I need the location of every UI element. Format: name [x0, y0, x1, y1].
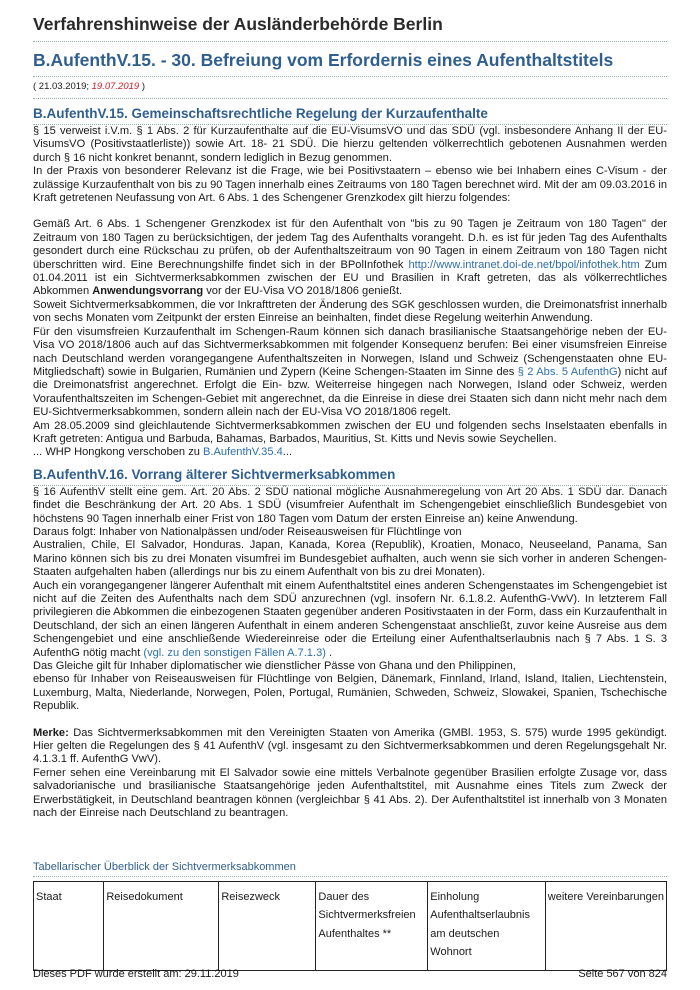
table-caption: Tabellarischer Überblick der Sichtvermerksabkommen [33, 861, 667, 877]
text-run: ... [282, 446, 293, 459]
col-header-reisezweck: Reisezweck [219, 881, 316, 970]
paragraph: Ferner sehen eine Vereinbarung mit El Salvador sowie eine mittels Verbalnote gegenüber Brasilien erfolgte Zusage vor, dass salvadorianische und brasilianische Staatsangehörige jeden Aufenthaltstitel, mit Ausnahme eines Titels zum Zweck der Erwerbstätigkeit, in Deutschland beantragen können (vergleichbar § 41 Abs. 2). Der Aufenthaltstitel ist innerhalb von 3 Monaten nach der Einreise nach Deutschland zu beantragen. [33, 766, 667, 820]
table-header-row [34, 881, 667, 970]
footer-created-date: Dieses PDF wurde erstellt am: 29.11.2019 [33, 968, 239, 980]
text-run: Gemäß Art. 6 Abs. 1 Schengener Grenzkodex ist für den Aufenthalt von "bis zu 90 Tagen je Zeitraum von 180 Tagen" der Zeitraum von 180 Tagen zu berücksichtigen, der jedem Tag des Aufenthalts vorangeht. D.h. es ist für jeden Tag des Aufenthalts gesondert durch eine Rückschau zu prüfen, ob der Aufenthaltszeitraum von 90 Tagen in einem Zeitraum von 180 Tagen nicht überschritten wird. Eine Berechnungshilfe findet sich in der BPolInfothek [33, 218, 667, 271]
header-line: Aufenthaltes ** [318, 927, 392, 940]
spacer [33, 714, 667, 727]
paragraph: Daraus folgt: Inhaber von Nationalpässen und/oder Reiseausweisen für Flüchtlinge von [33, 525, 462, 538]
document-page [33, 10, 667, 971]
col-header-staat: Staat [34, 881, 104, 970]
section-title: B.AufenthV.15. - 30. Befreiung vom Erfordernis eines Aufenthaltstitels [33, 42, 667, 77]
agreements-table [33, 881, 667, 971]
paragraph [33, 326, 667, 420]
text-run: Das Sichtvermerksabkommen mit den Vereinigten Staaten von Amerika (GMBl. 1953, S. 575) wurde 1995 gekündigt. Hier gelten die Regelungen des § 41 AufenthV (vgl. insgesamt zu den Sichtvermerksabkommen und deren Regelungsgehalt Nr. 4.1.3.1 ff. AufenthG VwV). [33, 726, 667, 766]
bold-text: Anwendungsvorrang [92, 285, 204, 298]
paragraph: Am 28.05.2009 sind gleichlautende Sichtvermerksabkommen zwischen der EU und folgenden sechs Inselstaaten ebenfalls in Kraft getreten: Antigua und Barbuda, Bahamas, Barbados, Mauritius, St. Kitts und Nevis sowie Seychellen. [33, 419, 667, 445]
text-run: Zum 01.04.2011 ist ein Sichtvermerksabkommen zwischen der EU und Brasilien in Kraft getreten, das als völkerrechtliches Abkommen [33, 258, 667, 298]
paragraph: Australien, Chile, El Salvador, Honduras. Japan, Kanada, Korea (Republik), Kroatien, Monaco, Neuseeland, Panama, San Marino können sich bis zu drei Monaten visumfrei im Bundesgebiet aufhalten, auch wenn sie sich vorher in anderen Schengen-Staaten aufgehalten haben (allerdings nur bis zu einem Aufenthalt von bis zu drei Monaten). [33, 539, 667, 579]
merke-label: Merke: [33, 726, 69, 739]
document-title: Verfahrenshinweise der Ausländerbehörde Berlin [33, 10, 667, 42]
merke-paragraph [33, 727, 667, 767]
text-run: Auch ein vorangegangener längerer Aufenthalt mit einem Aufenthaltstitel eines anderen Schengenstaates im Schengengebiet ist nicht auf die Zeiten des Aufenthalts nach dem SDÜ anzurechnen (vgl. insofern Nr. 6.1.8.2. AufenthG-VwV). In letzterem Fall privilegieren die Abkommen die einbezogenen Staaten gegenüber anderen Positivstaaten in der Form, dass ein Kurzaufenthalt in Deutschland, der sich an einen längeren Aufenthalt in einem anderen Schengenstaat anschließt, zuvor keine Ausreise aus dem Schengengebiet und eine anschließende Wiedereinreise oder die Erteilung einer Aufenthaltserlaubnis nach § 7 Abs. 1 S. 3 AufenthG nötig macht [33, 579, 667, 659]
date-meta [33, 77, 667, 99]
text-run: . [325, 646, 333, 659]
col-header-reisedokument: Reisedokument [104, 881, 219, 970]
paragraph: § 15 verweist i.V.m. § 1 Abs. 2 für Kurzaufenthalte auf die EU-VisumsVO und das SDÜ (vgl. insbesondere Anhang II der EU-VisumsVO (Positivstaatlerliste)) sowie Art. 18- 21 SDÜ. Die hierzu geltenden völkerrechtlich gebotenen Ausnahmen werden durch § 16 nicht konkret benannt, sondern lediglich in Bezug genommen. [33, 125, 667, 164]
meta-open: ( 21.03.2019; [33, 81, 92, 92]
text-run: Für den visumsfreien Kurzaufenthalt im Schengen-Raum können sich danach brasilianische Staatsangehörige neben der EU-Visa VO 2018/1806 auch auf das Sichtvermerksabkommen mit folgender Konsequenz berufen: Bei einer visumsfreien Einreise nach Deutschland werden vorangegangene Aufenthaltszeiten in Norwegen, Island und Schweiz (Schengenstaaten ohne EU-Mitgliedschaft) sowie in Bulgarien, Rumänien und Zypern (Keine Schengen-Staaten im Sinne des [33, 325, 667, 378]
paragraph: ebenso für Inhaber von Reiseausweisen für Flüchtlinge von Belgien, Dänemark, Finnland, Irland, Island, Italien, Liechtenstein, Luxemburg, Malta, Niederlande, Norwegen, Polen, Portugal, Rumänien, Schweden, Schweiz, Slowakei, Spanien, Tschechische Republik. [33, 673, 667, 713]
header-line: Einholung [430, 890, 480, 903]
cross-reference-link[interactable]: (vgl. zu den sonstigen Fällen A.7.1.3) [143, 646, 326, 659]
paragraph: Das Gleiche gilt für Inhaber diplomatischer wie dienstlicher Pässe von Ghana und den Philippinen, [33, 660, 516, 673]
paragraph [33, 218, 667, 298]
col-header-einholung [428, 881, 546, 970]
col-header-dauer [316, 881, 428, 970]
header-line: Wohnort [430, 946, 472, 958]
col-header-weitere: weitere Vereinbarungen [545, 881, 666, 970]
aufenthg-link[interactable]: § 2 Abs. 5 AufenthG [517, 365, 618, 378]
paragraph: § 16 AufenthV stellt eine gem. Art. 20 Abs. 2 SDÜ national mögliche Ausnahmeregelung von Art 20 Abs. 1 SDÜ dar. Danach findet die Beschränkung der Art. 20 Abs. 1 SDÜ (visumfreier Aufenthalt im Schengengebiet einschließlich Bundesgebiet von höchstens 90 Tagen innerhalb einer Frist von 180 Tagen vom Datum der ersten Einreise an) keine Anwendung. [33, 485, 667, 525]
infothek-link[interactable]: http://www.intranet.doi-de.net/bpol/infothek.htm [408, 258, 640, 271]
footer-page-number: Seite 567 von 824 [578, 968, 667, 980]
paragraph [33, 446, 667, 459]
cross-reference-link[interactable]: B.AufenthV.35.4 [203, 446, 283, 459]
text-run: ... WHP Hongkong verschoben zu [33, 446, 203, 459]
paragraph: In der Praxis von besonderer Relevanz ist die Frage, wie bei Positivstaatern – ebenso wie bei Inhabern eines C-Visum - der zulässige Kurzaufenthalt von bis zu 90 Tagen innerhalb eines Zeitraums von 180 Tagen berechnet wird. Mit der am 09.03.2016 in Kraft getretenen Neufassung von Art. 6 Abs. 1 des Schengener Grenzkodex gilt hierzu folgendes: [33, 165, 667, 205]
meta-changed-date: 19.07.2019 [91, 81, 140, 92]
paragraph [33, 580, 667, 660]
subsection-title-16: B.AufenthV.16. Vorrang älterer Sichtvermerksabkommen [33, 460, 667, 486]
header-line: Sichtvermerksfreien [318, 909, 416, 921]
text-run: vor der EU-Visa VO 2018/1806 genießt. [203, 285, 403, 298]
text-run: ) nicht auf die Dreimonatsfrist angerechnet. Erfolgt die Ein- bzw. Weiterreise hingegen nach Norwegen, Island oder Schweiz, werden Voraufenthaltszeiten im Schengen-Gebiet mit angerechnet, da die Einreise in diese drei Staaten sich dann nicht mehr nach dem EU-Sichtvermerksabkommen, sondern allein nach der EU-Visa VO 2018/1806 regelt. [33, 365, 668, 419]
subsection-title-15: B.AufenthV.15. Gemeinschaftsrechtliche Regelung der Kurzaufenthalte [33, 99, 667, 125]
header-line: Dauer des [318, 890, 370, 903]
spacer [33, 205, 667, 218]
paragraph: Soweit Sichtvermerksabkommen, die vor Inkrafttreten der Änderung des SGK geschlossen wurden, die Dreimonatsfrist innerhalb von sechs Monaten vom Zeitpunkt der ersten Einreise an beinhalten, findet diese Regelung weiterhin Anwendung. [33, 298, 667, 325]
meta-close: ) [139, 81, 145, 92]
page-footer [33, 968, 667, 980]
header-line: Aufenthaltserlaubnis [430, 909, 530, 921]
header-line: am deutschen [430, 927, 500, 940]
